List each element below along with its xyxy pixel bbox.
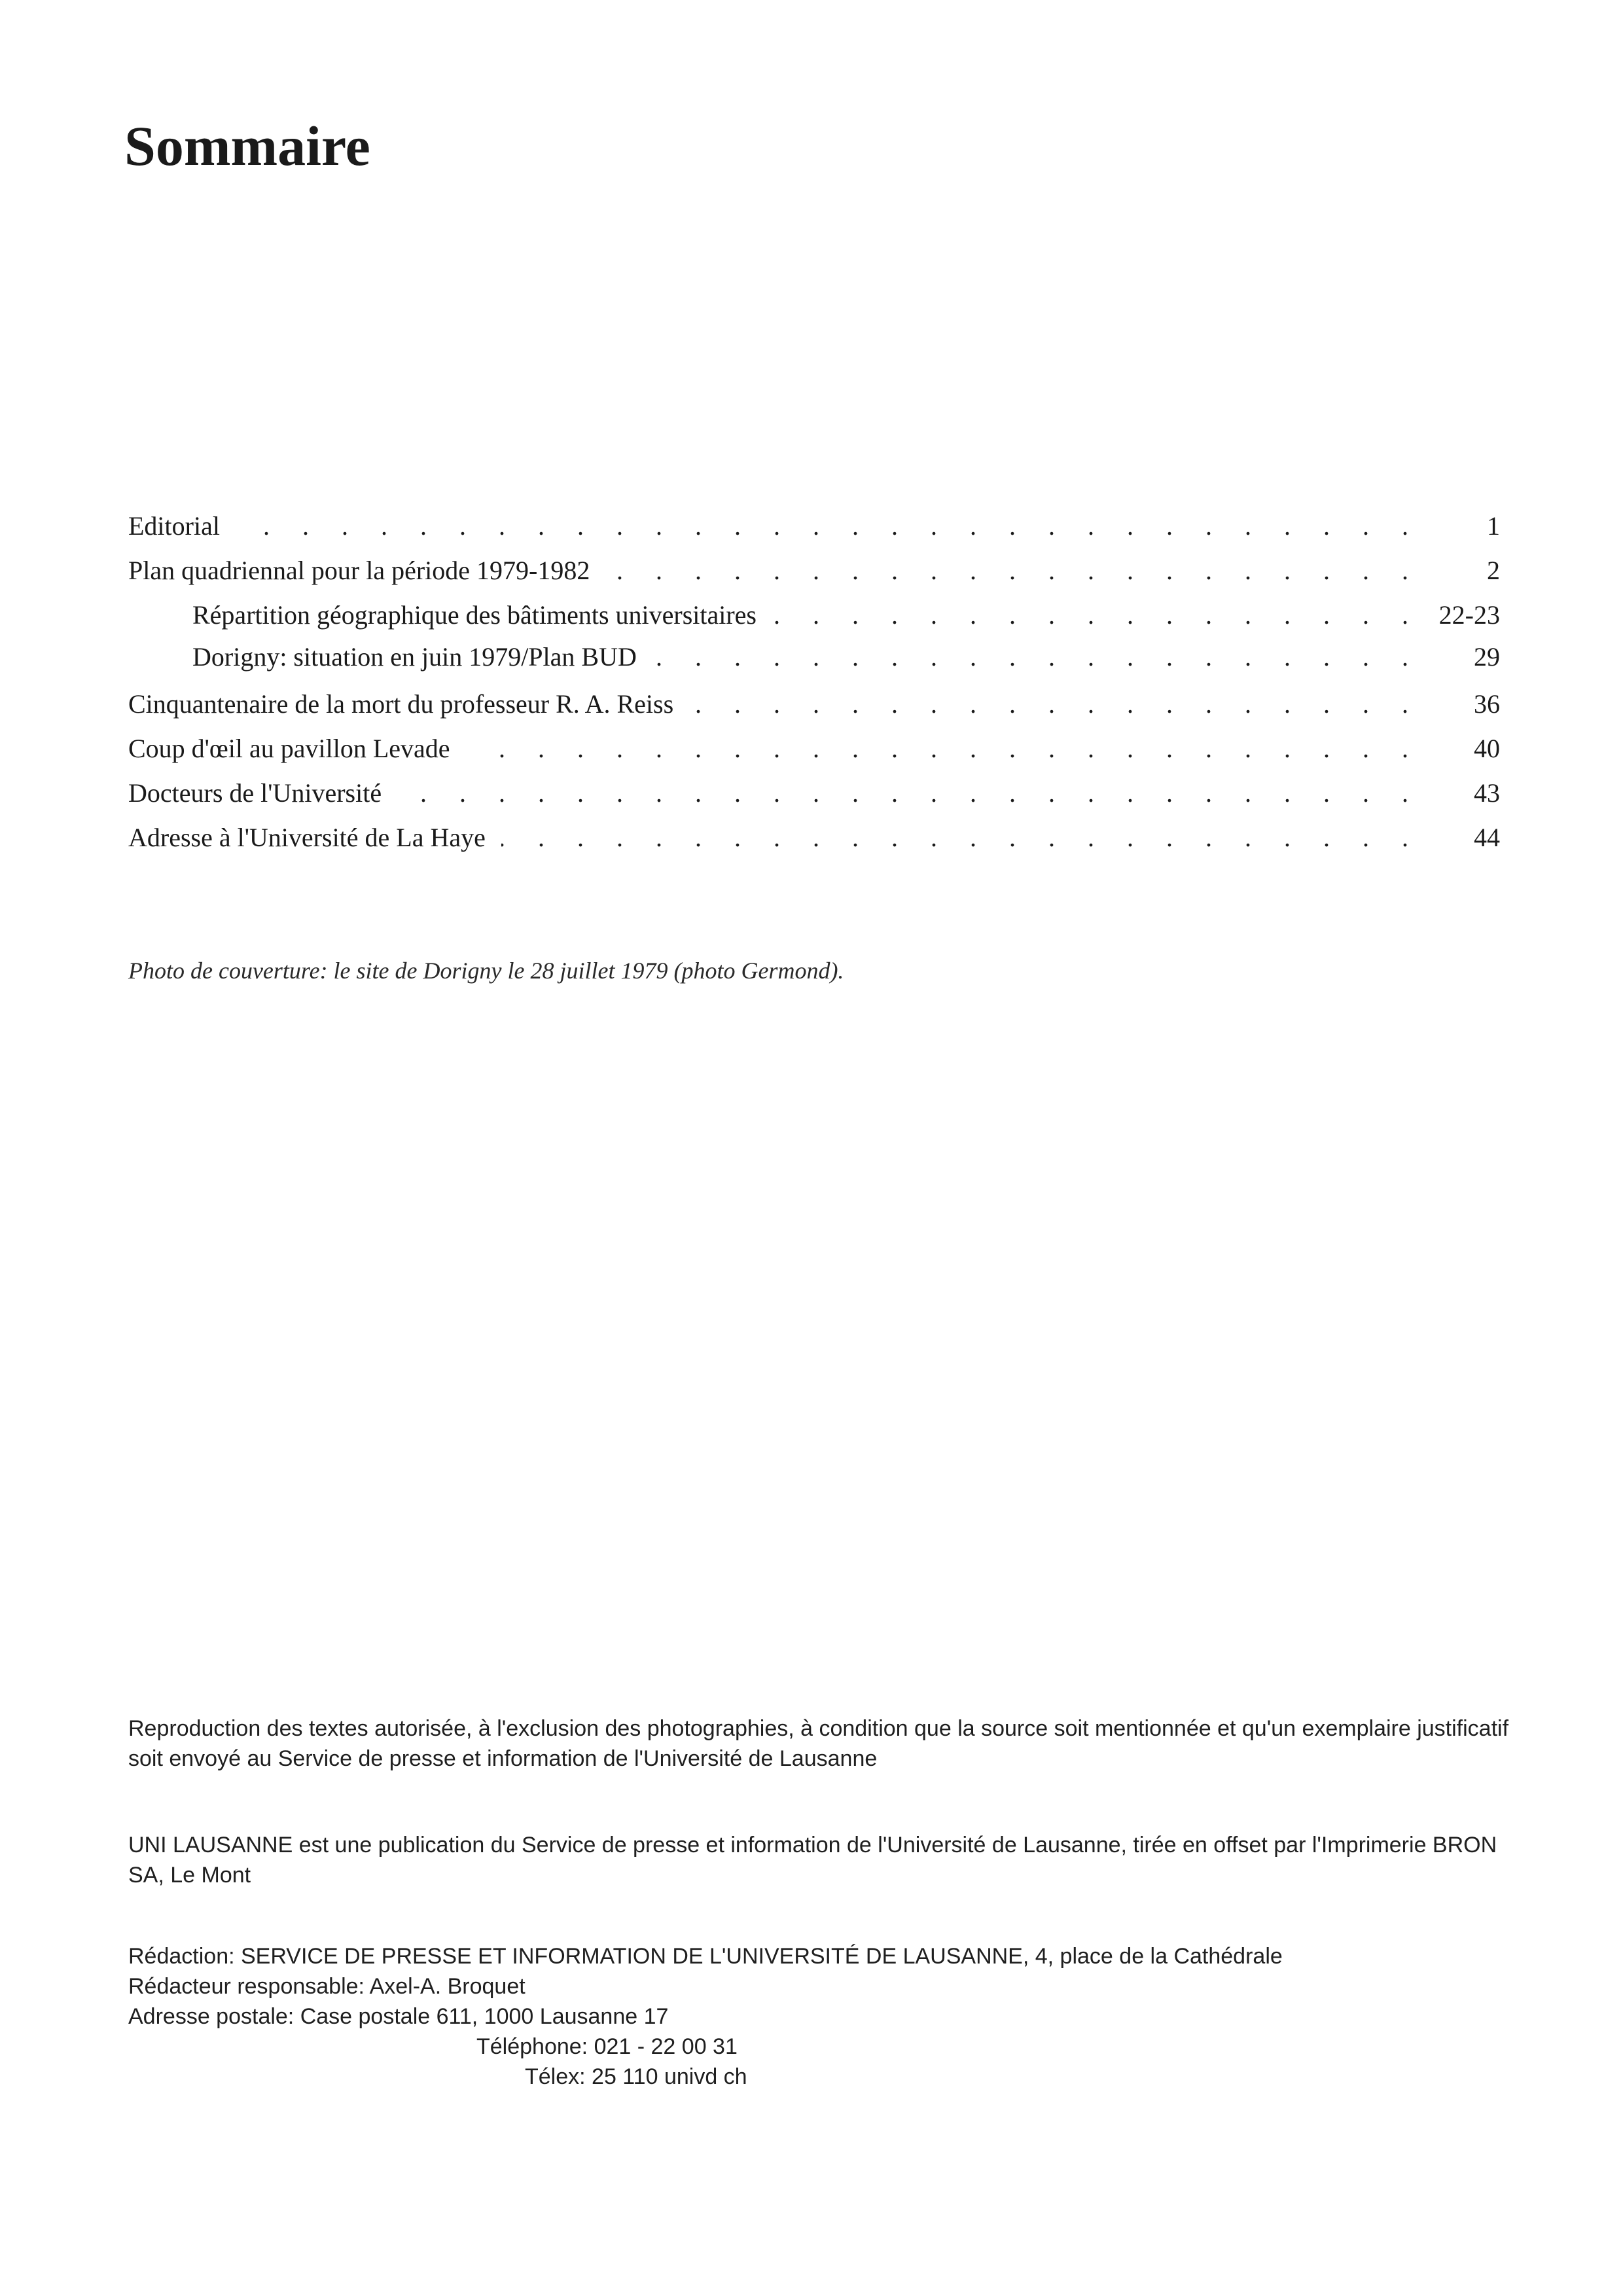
publication-notice [128, 1830, 1518, 1890]
toc-entry-page: 43 [1474, 778, 1500, 808]
toc-entry-label: Plan quadriennal pour la période 1979-1982 [128, 556, 590, 585]
toc-entry [128, 733, 1500, 778]
page-title: Sommaire [124, 115, 370, 177]
cover-photo-caption: Photo de couverture: le site de Dorigny le 28 juillet 1979 (photo Germond). [128, 958, 844, 984]
toc-entry-label: Répartition géographique des bâtiments universitaires [192, 600, 757, 630]
toc-entry-label: Coup d'œil au pavillon Levade [128, 734, 450, 763]
toc-entry-page: 36 [1474, 689, 1500, 719]
toc-entry-page: 29 [1474, 642, 1500, 672]
toc-leader-dots [501, 822, 1421, 853]
redaction-line: Rédaction: SERVICE DE PRESSE ET INFORMATION DE L'UNIVERSITÉ DE LAUSANNE, 4, place de la Cathédrale [128, 1944, 1283, 1969]
toc-entry-label: Docteurs de l'Université [128, 778, 382, 808]
toc-entry-page: 2 [1487, 556, 1500, 585]
reproduction-text: Reproduction des textes autorisée, à l'exclusion des photographies, à condition que la source soit mentionnée et qu'un exemplaire justificatif soit envoyé au Service de presse et information de l'Université de Lausanne [128, 1716, 1509, 1771]
toc-leader-dots [605, 555, 1421, 586]
telephone-line: Téléphone: 021 - 22 00 31 [476, 2034, 738, 2059]
toc-entry-page: 22-23 [1438, 600, 1500, 630]
toc-entry-label: Adresse à l'Université de La Haye [128, 823, 486, 852]
table-of-contents [128, 511, 1500, 867]
toc-entry-page: 1 [1487, 511, 1500, 541]
toc-subentry [128, 600, 1500, 641]
toc-leader-dots [689, 689, 1421, 719]
toc-entry-page: 40 [1474, 734, 1500, 763]
toc-leader-dots [772, 600, 1421, 630]
toc-entry [128, 555, 1500, 600]
reproduction-notice [128, 1713, 1518, 1774]
toc-leader-dots [652, 641, 1421, 672]
toc-leader-dots [236, 511, 1421, 541]
toc-entry-label: Dorigny: situation en juin 1979/Plan BUD [192, 642, 637, 672]
postal-address-line: Adresse postale: Case postale 611, 1000 Lausanne 17 [128, 2004, 669, 2029]
toc-entry [128, 511, 1500, 555]
toc-entry [128, 822, 1500, 867]
toc-leader-dots [397, 778, 1421, 808]
toc-entry [128, 689, 1500, 733]
toc-leader-dots [466, 733, 1421, 764]
toc-entry-page: 44 [1474, 823, 1500, 852]
toc-entry-label: Editorial [128, 511, 220, 541]
telex-line: Télex: 25 110 univd ch [525, 2064, 747, 2089]
toc-subentry [128, 641, 1500, 683]
editorial-contact-block [128, 1941, 1518, 2092]
toc-entry-label: Cinquantenaire de la mort du professeur R. A. Reiss [128, 689, 674, 719]
toc-entry [128, 778, 1500, 822]
publication-text: UNI LAUSANNE est une publication du Service de presse et information de l'Université de Lausanne, tirée en offset par l'Imprimerie BRON SA, Le Mont [128, 1833, 1497, 1888]
editor-line: Rédacteur responsable: Axel-A. Broquet [128, 1974, 526, 1999]
